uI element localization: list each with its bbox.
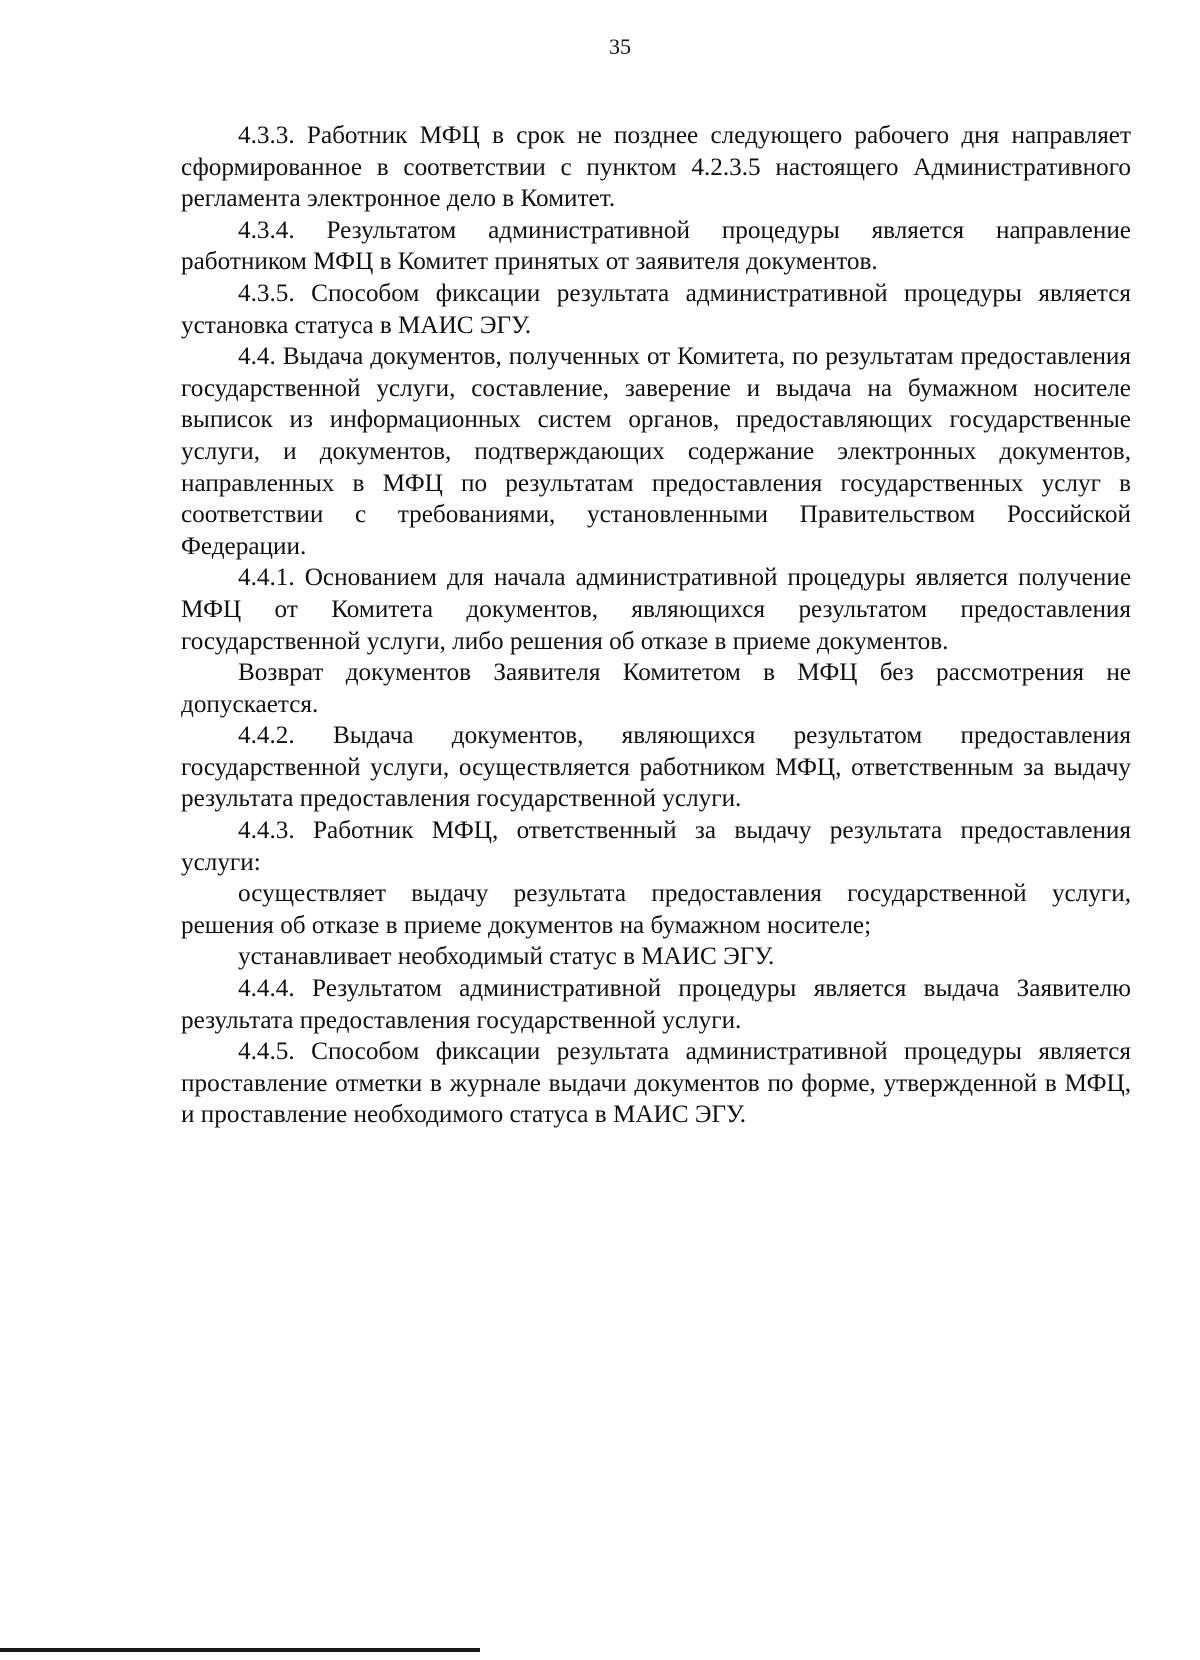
- page-number: 35: [609, 34, 631, 59]
- paragraph-4-4-3: 4.4.3. Работник МФЦ, ответственный за выдачу результата предоставления услуги:: [181, 817, 1131, 876]
- paragraph-4-4-3-item-status: устанавливает необходимый статус в МАИС ЭГУ.: [238, 943, 775, 971]
- paragraph-4-4-3-item-issue: осуществляет выдачу результата предоставления государственной услуги, решения об отказе в приеме документов на бумажном носителе;: [181, 880, 1131, 939]
- scan-edge-line: [0, 1648, 480, 1652]
- paragraph-4-4: 4.4. Выдача документов, полученных от Комитета, по результатам предоставления государственной услуги, составление, заверение и выдача на бумажном носителе выписок из информационных систем органов, предоставляющих государственные услуги, и документов, подтверждающих содержание электронных документов, направленных в МФЦ по результатам предоставления государственных услуг в соответствии с требованиями, установленными Правительством Российской Федерации.: [181, 343, 1131, 560]
- paragraph-4-3-5: 4.3.5. Способом фиксации результата административной процедуры является установка статуса в МАИС ЭГУ.: [181, 279, 1131, 339]
- paragraph-4-4-5: 4.4.5. Способом фиксации результата административной процедуры является проставление отметки в журнале выдачи документов по форме, утвержденной в МФЦ, и проставление необходимого статуса в МАИС ЭГУ.: [181, 1038, 1131, 1129]
- paragraph-4-3-4: 4.3.4. Результатом административной процедуры является направление работником МФЦ в Комитет принятых от заявителя документов.: [181, 216, 1131, 276]
- paragraph-4-3-3: 4.3.3. Работник МФЦ в срок не позднее следующего рабочего дня направляет сформированное в соответствии с пунктом 4.2.3.5 настоящего Административного регламента электронное дело в Комитет.: [181, 122, 1131, 213]
- paragraph-4-4-2: 4.4.2. Выдача документов, являющихся результатом предоставления государственной услуги, осуществляется работником МФЦ, ответственным за выдачу результата предоставления государственной услуги.: [181, 722, 1131, 813]
- paragraph-4-4-4: 4.4.4. Результатом административной процедуры является выдача Заявителю результата предоставления государственной услуги.: [181, 975, 1131, 1034]
- paragraph-return-of-documents: Возврат документов Заявителя Комитетом в МФЦ без рассмотрения не допускается.: [181, 659, 1131, 718]
- document-body: [181, 120, 1131, 1131]
- paragraph-4-4-1: 4.4.1. Основанием для начала административной процедуры является получение МФЦ от Комитета документов, являющихся результатом предоставления государственной услуги, либо решения об отказе в приеме документов.: [181, 564, 1131, 655]
